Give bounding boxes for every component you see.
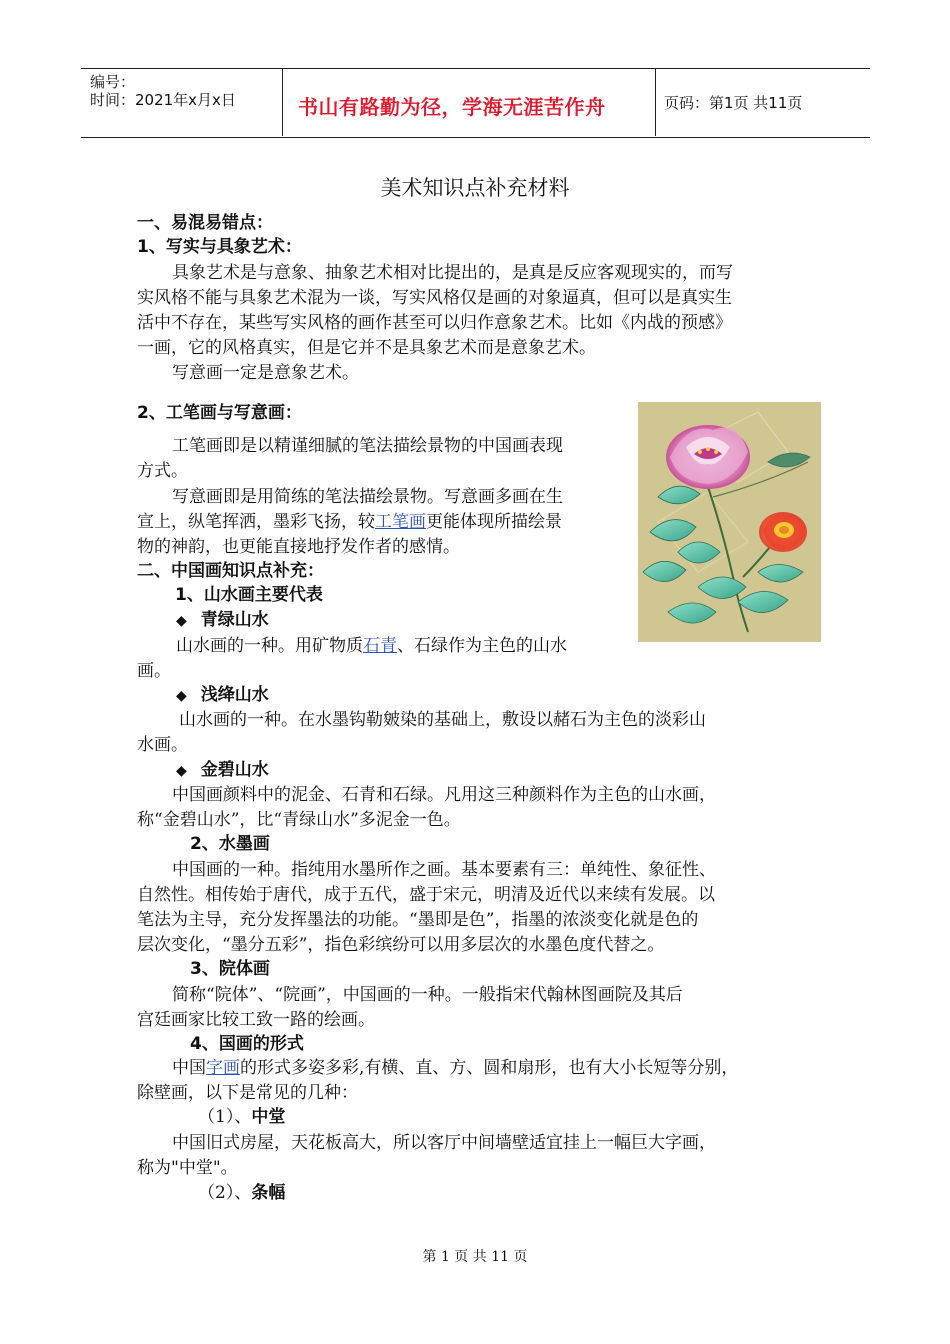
paragraph-line: 层次变化，“墨分五彩”，指色彩缤纷可以用多层次的水墨色度代替之。 — [137, 935, 665, 955]
pink-peony — [666, 425, 750, 489]
paragraph-line: 中国画颜料中的泥金、石青和石绿。凡用这三种颜料作为主色的山水画， — [172, 785, 716, 805]
text-span: 中国 — [172, 1058, 206, 1078]
paragraph-line: 画。 — [137, 661, 171, 681]
paragraph-line: 具象艺术是与意象、抽象艺术相对比提出的，是真是反应客观现实的，而写 — [172, 263, 733, 283]
text-span: 、石绿作为主色的山水 — [397, 636, 567, 656]
header-number: 编号： — [90, 73, 136, 91]
paragraph-line: 水画。 — [137, 735, 188, 755]
bullet-label: 金碧山水 — [200, 760, 269, 780]
paragraph-line: 写意画一定是意象艺术。 — [172, 363, 359, 383]
diamond-bullet-icon: ◆ — [176, 763, 187, 779]
section-heading: 二、中国画知识点补充： — [137, 561, 324, 581]
subsection-heading: 3、院体画 — [190, 959, 270, 979]
paragraph-line: 除壁画，以下是常见的几种： — [137, 1083, 358, 1103]
subsection-heading: 1、山水画主要代表 — [175, 585, 323, 605]
bullet-label: 青绿山水 — [200, 610, 269, 630]
red-flower — [759, 512, 807, 552]
header-divider — [282, 68, 283, 136]
paragraph-line: 工笔画即是以精谨细腻的笔法描绘景物的中国画表现 — [172, 436, 563, 456]
link-gongbi[interactable]: 工笔画 — [375, 512, 426, 532]
page-footer: 第 1 页 共 11 页 — [422, 1249, 528, 1265]
text-span: （2）、 — [198, 1183, 252, 1203]
text-span: 更能体现所描绘景 — [426, 512, 562, 532]
peony-painting — [638, 402, 821, 642]
diamond-bullet-icon: ◆ — [176, 613, 187, 629]
paragraph-line: 笔法为主导，充分发挥墨法的功能。“墨即是色”，指墨的浓淡变化就是色的 — [137, 910, 699, 930]
paragraph-line — [137, 509, 562, 535]
text-span: 宣上，纵笔挥洒，墨彩飞扬，较 — [137, 512, 375, 532]
bullet-heading — [176, 682, 269, 709]
header-page-code: 页码：第1页 共11页 — [664, 94, 803, 112]
section-heading: 一、易混易错点： — [137, 213, 273, 233]
text-span: 条幅 — [251, 1183, 286, 1203]
paragraph-line: 称“金碧山水”，比“青绿山水”多泥金一色。 — [137, 810, 461, 830]
text-span: （1）、 — [198, 1107, 252, 1127]
subsection-heading: 2、水墨画 — [190, 834, 270, 854]
link-zihua[interactable]: 字画 — [206, 1058, 240, 1078]
subsection-heading: 2、工笔画与写意画： — [137, 403, 302, 423]
paragraph-line: 自然性。相传始于唐代，成于五代，盛于宋元，明清及近代以来续有发展。以 — [137, 885, 715, 905]
bullet-heading — [176, 757, 269, 784]
subsection-heading: 1、写实与具象艺术： — [137, 237, 302, 257]
bullet-heading — [176, 607, 269, 634]
subsection-heading — [198, 1104, 285, 1130]
link-shiqing[interactable]: 石青 — [363, 636, 397, 656]
diamond-bullet-icon: ◆ — [176, 688, 187, 704]
paragraph-line: 宫廷画家比较工致一路的绘画。 — [137, 1010, 375, 1030]
paragraph-line: 中国旧式房屋，天花板高大，所以客厅中间墙壁适宜挂上一幅巨大字画， — [172, 1133, 716, 1153]
text-span: 的形式多姿多彩,有横、直、方、圆和扇形，也有大小长短等分别， — [240, 1058, 739, 1078]
header-motto: 书山有路勤为径，学海无涯苦作舟 — [298, 95, 606, 119]
paragraph-line: 物的神韵，也更能直接地抒发作者的感情。 — [137, 537, 460, 557]
page-title: 美术知识点补充材料 — [380, 176, 570, 200]
paragraph-line — [176, 633, 567, 659]
paragraph-line: 一画，它的风格真实，但是它并不是具象艺术而是意象艺术。 — [137, 338, 596, 358]
paragraph-line: 山水画的一种。在水墨钩勒皴染的基础上，敷设以赭石为主色的淡彩山 — [179, 710, 706, 730]
paragraph-line — [172, 1055, 738, 1081]
bullet-label: 浅绛山水 — [200, 685, 269, 705]
text-span: 山水画的一种。用矿物质 — [176, 636, 363, 656]
text-span: 中堂 — [251, 1107, 286, 1127]
paragraph-line: 方式。 — [137, 461, 188, 481]
paragraph-line: 活中不存在，某些写实风格的画作甚至可以归作意象艺术。比如《内战的预感》 — [137, 313, 732, 333]
subsection-heading: 4、国画的形式 — [190, 1034, 304, 1054]
subsection-heading — [198, 1180, 285, 1206]
paragraph-line: 写意画即是用简练的笔法描绘景物。写意画多画在生 — [172, 487, 563, 507]
paragraph-line: 简称“院体”、“院画”，中国画的一种。一般指宋代翰林图画院及其后 — [172, 985, 683, 1005]
paragraph-line: 中国画的一种。指纯用水墨所作之画。基本要素有三：单纯性、象征性、 — [172, 860, 716, 880]
header-divider — [655, 68, 656, 136]
paragraph-line: 实风格不能与具象艺术混为一谈，写实风格仅是画的对象逼真，但可以是真实生 — [137, 288, 732, 308]
header-time: 时间：2021年x月x日 — [90, 91, 236, 109]
paragraph-line: 称为"中堂"。 — [137, 1158, 238, 1178]
